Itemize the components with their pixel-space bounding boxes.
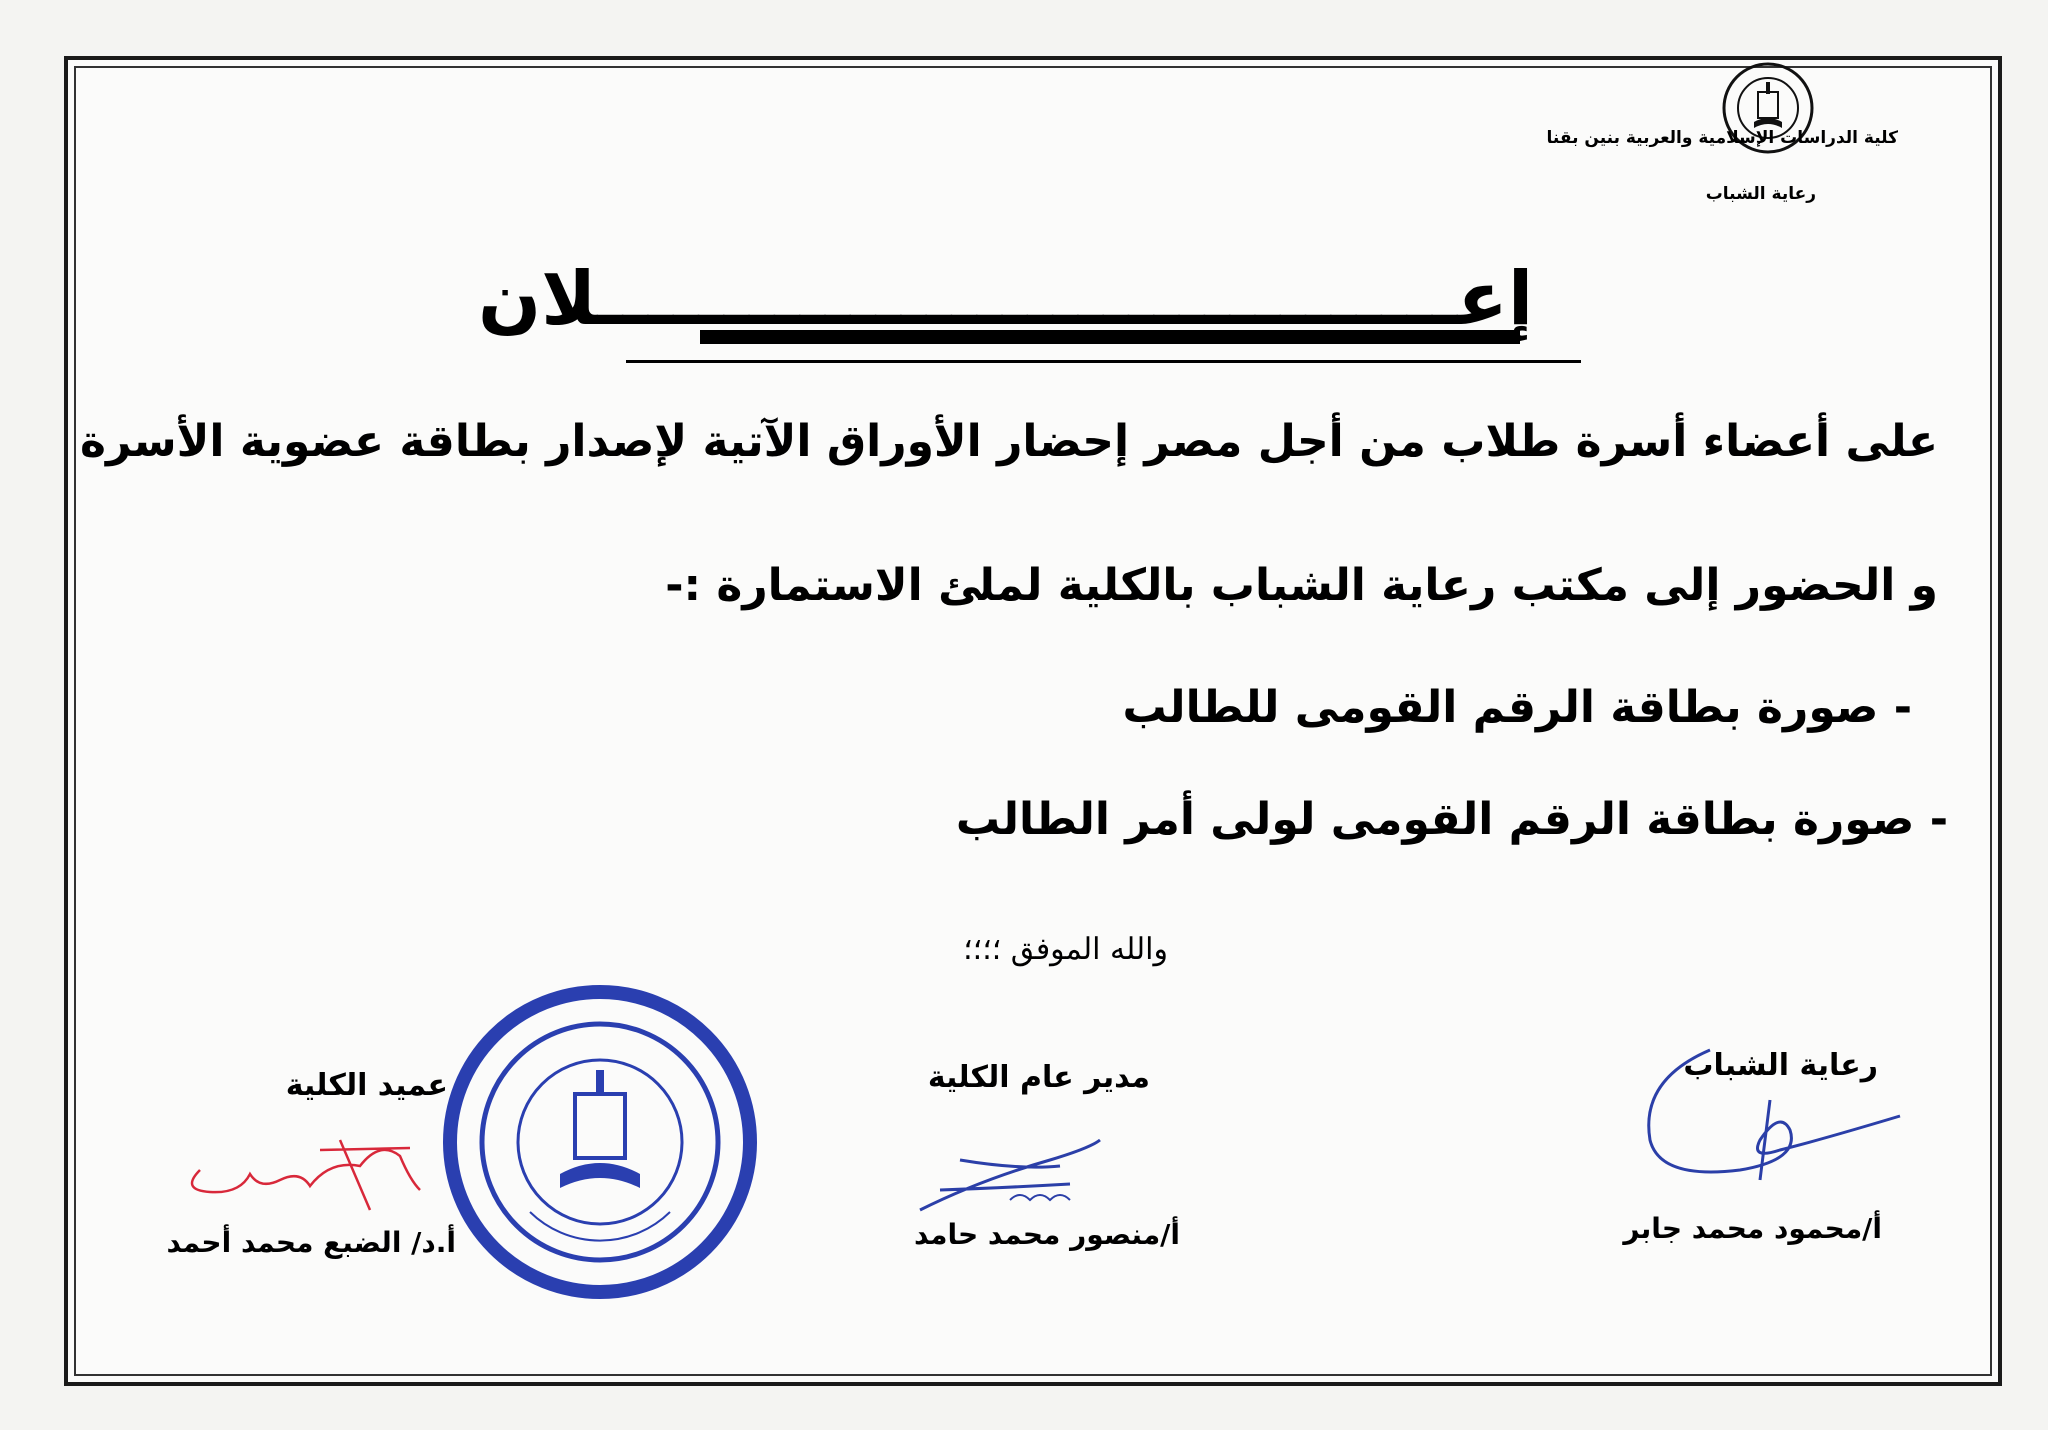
- university-stamp: [440, 982, 760, 1302]
- closing-phrase: والله الموفق ؛؛؛؛: [963, 932, 1168, 967]
- required-item-1: - صورة بطاقة الرقم القومى للطالب: [1122, 682, 1912, 733]
- signature-youth-drawing: [1620, 1020, 1910, 1200]
- signature-name-youth: أ/محمود محمد جابر: [1623, 1212, 1882, 1245]
- signature-title-dean: عميد الكلية: [285, 1068, 448, 1103]
- body-line-1: على أعضاء أسرة طلاب من أجل مصر إحضار الأوراق الآتية لإصدار بطاقة عضوية الأسرة: [80, 416, 1938, 467]
- title-underline: [626, 360, 1581, 363]
- signature-name-dean: أ.د/ الضبع محمد أحمد: [166, 1226, 456, 1259]
- college-name: كلية الدراسات الإسلامية والعربية بنين بقنا: [1546, 128, 1898, 148]
- signature-director-drawing: [900, 1100, 1130, 1230]
- signature-name-director: أ/منصور محمد حامد: [913, 1218, 1180, 1251]
- body-line-2: و الحضور إلى مكتب رعاية الشباب بالكلية لملئ الاستمارة :-: [665, 560, 1938, 611]
- signature-title-director: مدير عام الكلية: [927, 1060, 1150, 1095]
- required-item-2: - صورة بطاقة الرقم القومى لولى أمر الطالب: [955, 794, 1948, 845]
- announcement-title: إعــــــــــــــــــــــــــــــــــلان: [478, 256, 1534, 342]
- signature-title-youth: رعاية الشباب: [1683, 1048, 1878, 1083]
- department-name: رعاية الشباب: [1705, 184, 1816, 204]
- signature-dean-drawing: [170, 1120, 430, 1220]
